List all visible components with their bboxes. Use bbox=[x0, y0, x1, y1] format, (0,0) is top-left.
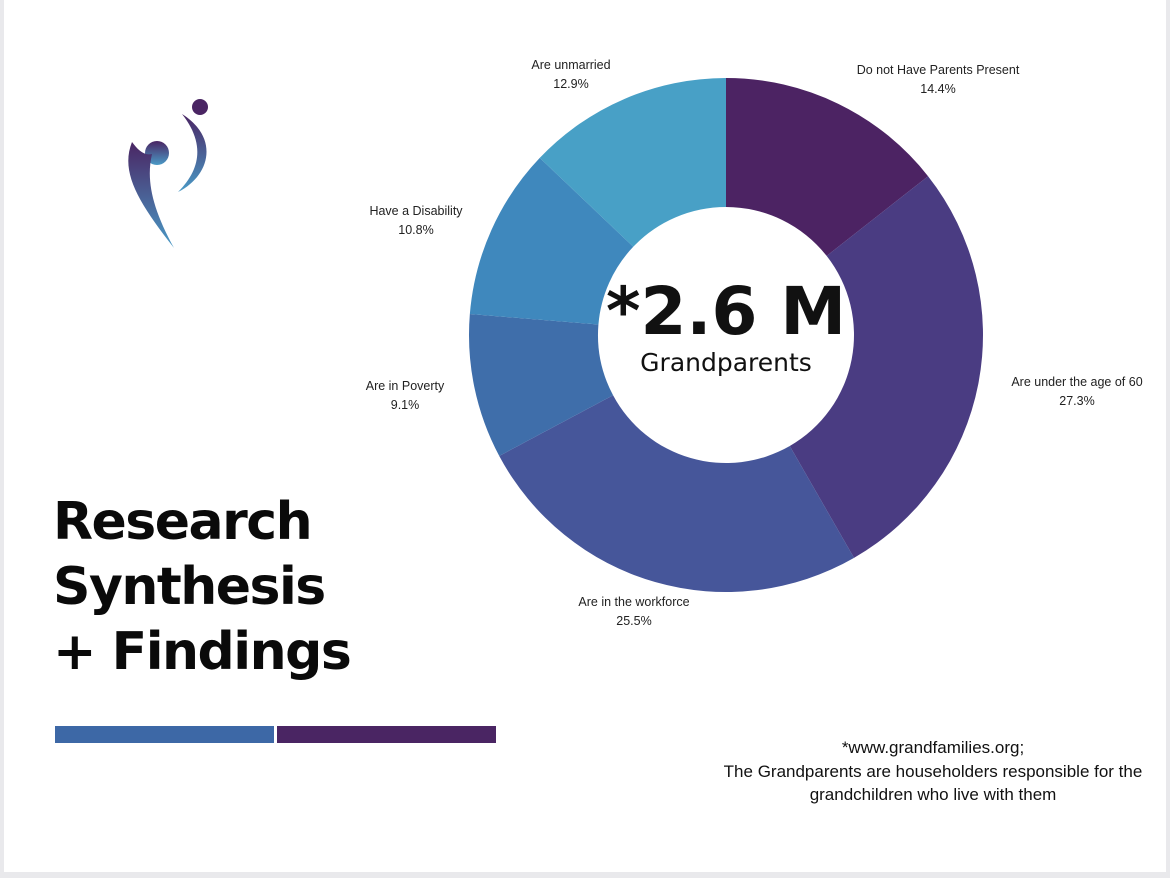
slice-label-3: Are in Poverty bbox=[365, 379, 445, 393]
slice-label-1: Are under the age of 60 bbox=[1011, 375, 1143, 389]
slice-value-2: 25.5% bbox=[616, 614, 652, 628]
title-line-1: Research bbox=[53, 492, 312, 552]
slice-value-4: 10.8% bbox=[398, 223, 434, 237]
slice-label-4: Have a Disability bbox=[369, 204, 463, 218]
slice-label-5: Are unmarried bbox=[531, 58, 611, 72]
slice-value-0: 14.4% bbox=[920, 82, 956, 96]
slice-value-1: 27.3% bbox=[1059, 394, 1095, 408]
slice-value-5: 12.9% bbox=[553, 77, 589, 91]
footnote-line-2: The Grandparents are householders responsible for the bbox=[723, 761, 1143, 781]
footnote-line-1: *www.grandfamilies.org; bbox=[841, 738, 1025, 757]
slice-label-2: Are in the workforce bbox=[578, 595, 690, 609]
slice-label-0: Do not Have Parents Present bbox=[856, 63, 1020, 77]
footnote-line-3: grandchildren who live with them bbox=[809, 785, 1057, 804]
footnote bbox=[700, 736, 1166, 807]
slice-value-3: 9.1% bbox=[390, 398, 420, 412]
center-label: Grandparents bbox=[640, 348, 812, 377]
title-line-2: Synthesis bbox=[53, 557, 325, 617]
title-line-3: + Findings bbox=[53, 622, 351, 682]
center-value: *2.6 M bbox=[605, 273, 847, 350]
